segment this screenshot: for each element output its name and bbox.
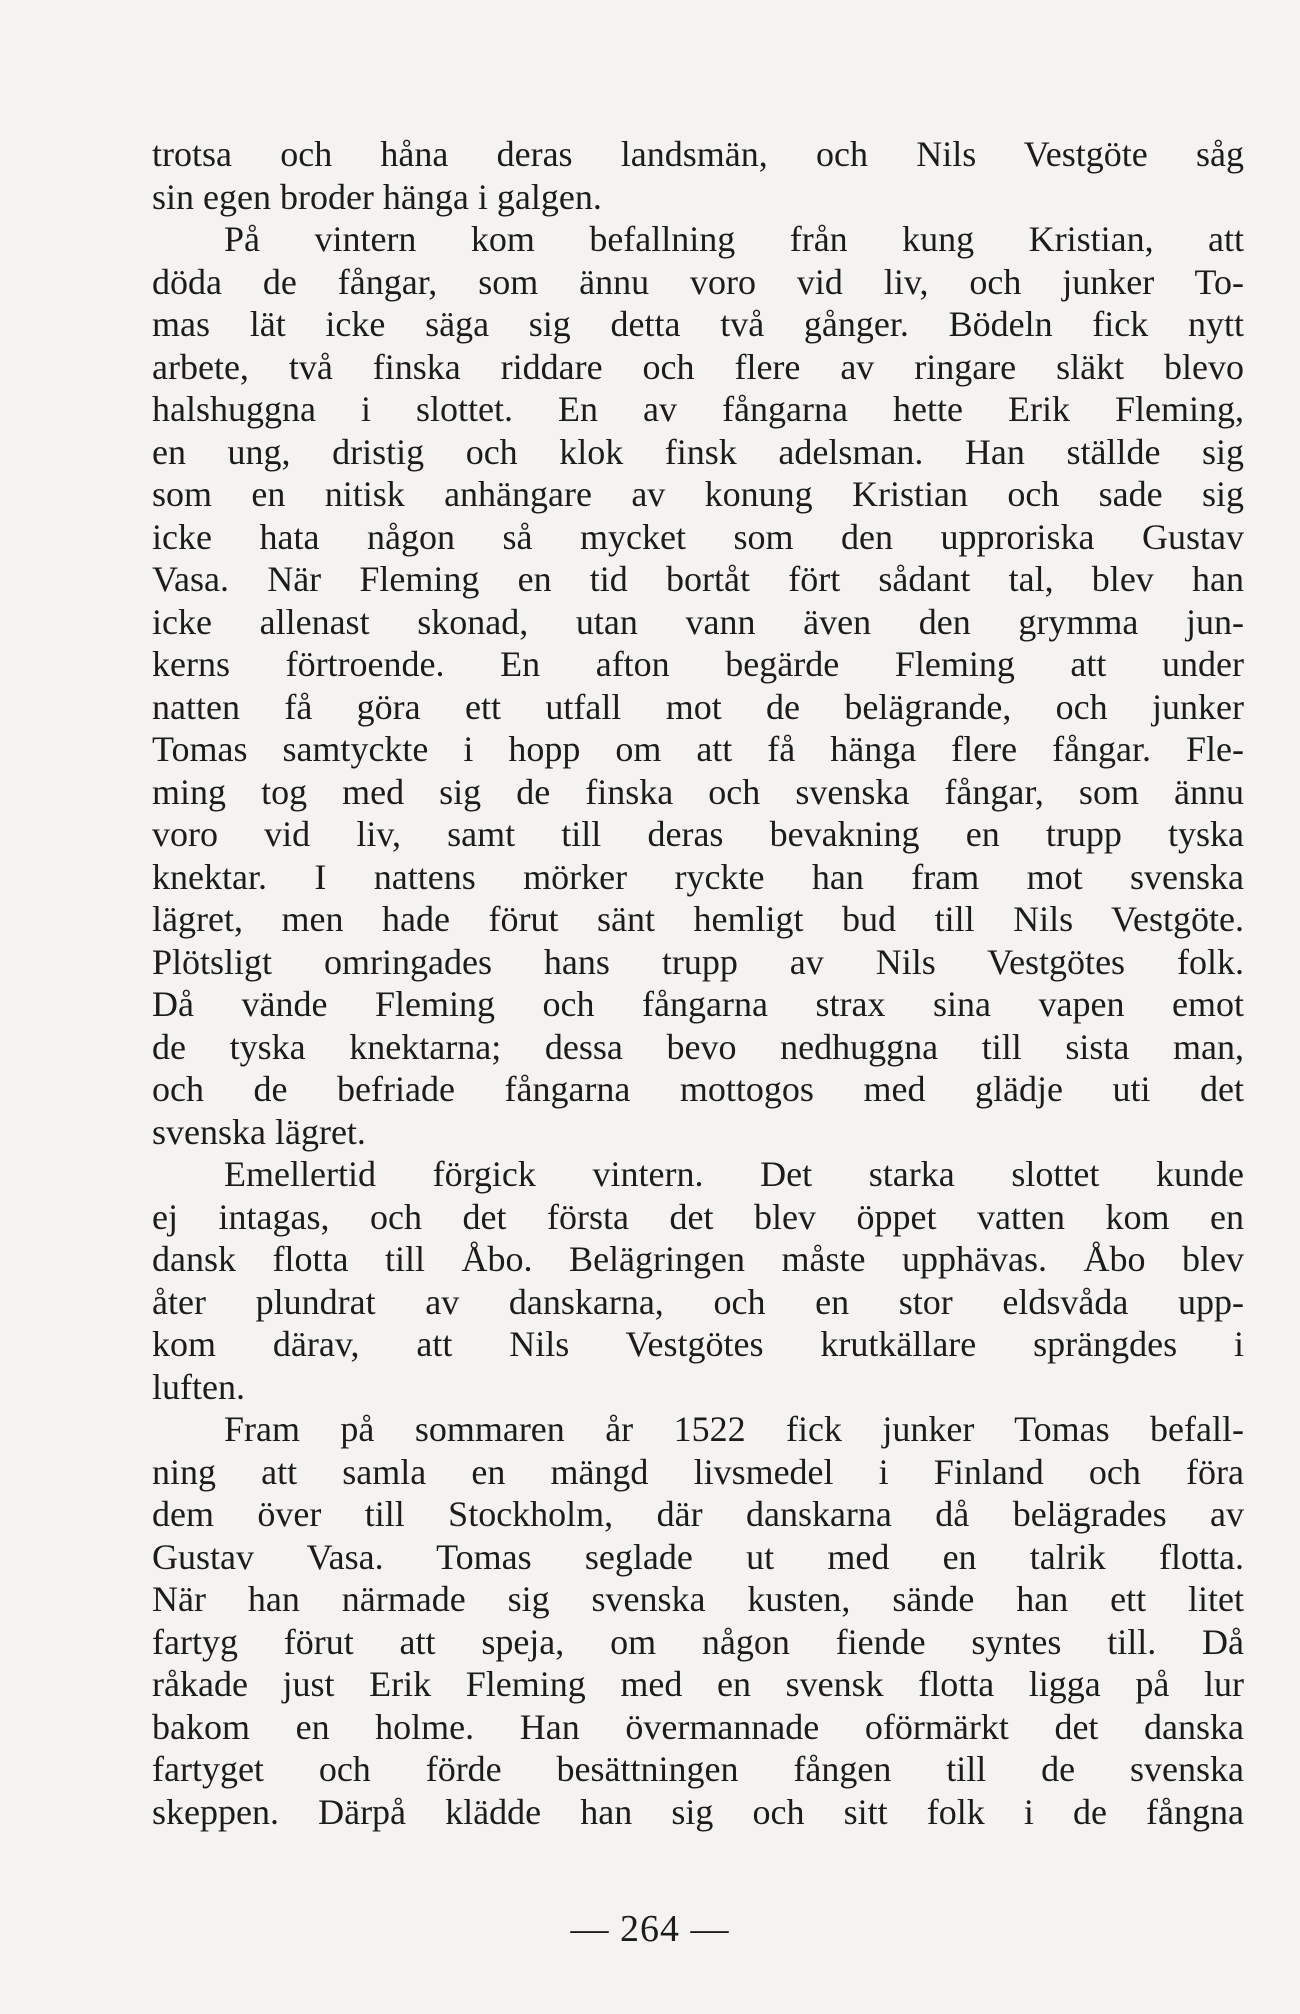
text-line: och de befriade fångarna mottogos med glädje uti det <box>152 1069 1244 1109</box>
text-line: döda de fångar, som ännu voro vid liv, och junker To- <box>152 261 1244 302</box>
text-line: ming tog med sig de finska och svenska fångar, som ännu <box>152 771 1244 812</box>
text-line: en ung, dristig och klok finsk adelsman. Han ställde sig <box>152 431 1244 472</box>
text-line: natten få göra ett utfall mot de belägrande, och junker <box>152 686 1244 727</box>
text-line: icke hata någon så mycket som den upproriska Gustav <box>152 516 1244 557</box>
text-line: dansk flotta till Åbo. Belägringen måste upphävas. Åbo blev <box>152 1239 1244 1279</box>
text-line: sin egen broder hänga i galgen. <box>152 176 602 217</box>
text-line: När han närmade sig svenska kusten, sände han ett litet <box>152 1579 1244 1619</box>
text-line: ning att samla en mängd livsmedel i Finland och föra <box>152 1451 1244 1492</box>
text-line: Emellertid förgick vintern. Det starka slottet kunde <box>224 1154 1244 1194</box>
text-line: fartyget och förde besättningen fången till de svenska <box>152 1749 1244 1789</box>
text-line: kom därav, att Nils Vestgötes krutkällare sprängdes i <box>152 1324 1244 1364</box>
text-line: halshuggna i slottet. En av fångarna hette Erik Fleming, <box>152 389 1244 429</box>
text-line: råkade just Erik Fleming med en svensk flotta ligga på lur <box>152 1664 1244 1704</box>
text-line: Då vände Fleming och fångarna strax sina vapen emot <box>152 984 1244 1024</box>
text-line: dem över till Stockholm, där danskarna då belägrades av <box>152 1494 1244 1534</box>
text-line: lägret, men hade förut sänt hemligt bud till Nils Vestgöte. <box>152 899 1244 939</box>
text-line: skeppen. Därpå klädde han sig och sitt folk i de fångna <box>152 1791 1244 1832</box>
text-line: voro vid liv, samt till deras bevakning en trupp tyska <box>152 814 1244 854</box>
text-line: åter plundrat av danskarna, och en stor eldsvåda upp- <box>152 1281 1244 1322</box>
text-line: arbete, två finska riddare och flere av ringare släkt blevo <box>152 346 1244 387</box>
text-line: trotsa och håna deras landsmän, och Nils Vestgöte såg <box>152 134 1244 174</box>
text-line: Tomas samtyckte i hopp om att få hänga flere fångar. Fle- <box>152 729 1244 769</box>
text-line: bakom en holme. Han övermannade oförmärkt det danska <box>152 1706 1244 1747</box>
text-line: mas lät icke säga sig detta två gånger. Bödeln fick nytt <box>152 304 1244 344</box>
text-line: Fram på sommaren år 1522 fick junker Tomas befall- <box>224 1409 1244 1449</box>
text-line: fartyg förut att speja, om någon fiende syntes till. Då <box>152 1621 1244 1662</box>
text-line: svenska lägret. <box>152 1111 366 1152</box>
text-line: de tyska knektarna; dessa bevo nedhuggna till sista man, <box>152 1026 1244 1067</box>
text-line: Gustav Vasa. Tomas seglade ut med en talrik flotta. <box>152 1536 1244 1577</box>
page-number: — 264 — <box>570 1908 730 1950</box>
text-line: Plötsligt omringades hans trupp av Nils Vestgötes folk. <box>152 941 1244 982</box>
text-line: Vasa. När Fleming en tid bortåt fört sådant tal, blev han <box>152 559 1244 599</box>
text-line: som en nitisk anhängare av konung Kristian och sade sig <box>152 474 1244 514</box>
text-line: icke allenast skonad, utan vann även den grymma jun- <box>152 601 1244 642</box>
text-line: knektar. I nattens mörker ryckte han fram mot svenska <box>152 856 1244 897</box>
text-line: På vintern kom befallning från kung Kristian, att <box>224 219 1244 259</box>
text-line: kerns förtroende. En afton begärde Fleming att under <box>152 644 1244 684</box>
text-line: ej intagas, och det första det blev öppet vatten kom en <box>152 1196 1244 1237</box>
body-text <box>152 133 1244 1833</box>
text-line: luften. <box>152 1366 245 1407</box>
